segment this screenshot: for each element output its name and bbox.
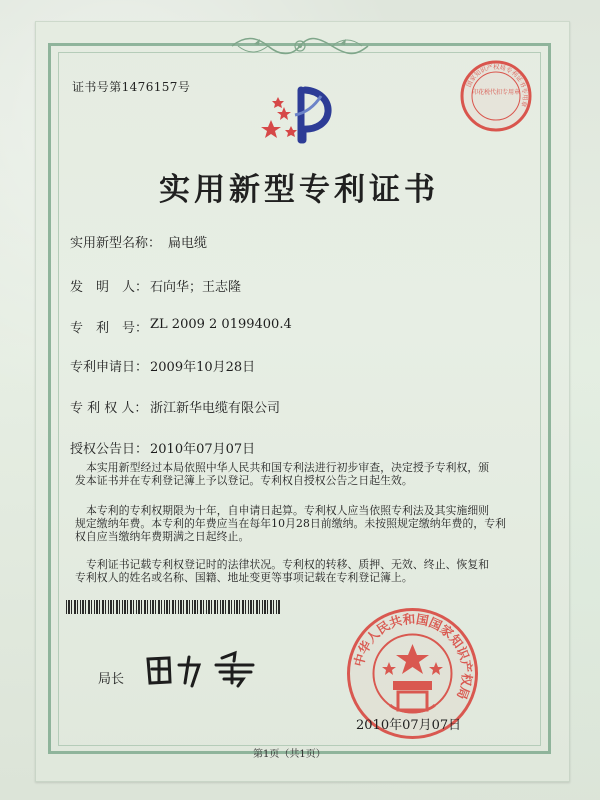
issue-date: 2010年07月07日	[356, 718, 462, 733]
small-seal-inner-text: 印花税代扣专用章	[471, 89, 521, 96]
barcode-strip	[66, 600, 281, 614]
application-date-label: 专利申请日：	[70, 360, 149, 375]
grant-date-value: 2010年07月07日	[150, 442, 256, 457]
body-text-line-6: 专利证书记载专利权登记时的法律状况。专利权的转移、质押、无效、终止、恢复和	[86, 558, 490, 571]
small-red-seal	[456, 56, 536, 136]
patentee-value: 浙江新华电缆有限公司	[150, 401, 281, 416]
inventor-value: 石向华；王志隆	[150, 280, 242, 295]
page-number: 第1页（共1页）	[253, 749, 326, 760]
patent-office-logo-icon	[258, 82, 344, 144]
large-seal-text: 中华人民共和国国家知识产权局	[350, 611, 475, 702]
grant-date-label: 授权公告日：	[70, 442, 149, 457]
application-date-value: 2009年10月28日	[150, 360, 256, 375]
top-ornament-icon	[224, 34, 376, 58]
patent-number-label: 专 利 号：	[70, 321, 149, 336]
body-text-line-2: 发本证书并在专利登记簿上予以登记。专利权自授权公告之日起生效。	[75, 474, 413, 487]
utility-model-name-label: 实用新型名称：	[70, 236, 162, 251]
small-seal-text: 国家知识产权局专利证书专用章	[465, 63, 529, 108]
certificate-title: 实用新型专利证书	[159, 172, 439, 208]
patent-number-value: ZL 2009 2 0199400.4	[150, 317, 292, 332]
body-text-line-3: 本专利的专利权期限为十年，自申请日起算。专利权人应当依照专利法及其实施细则	[86, 504, 490, 517]
director-signature-icon	[140, 645, 285, 693]
body-text-line-5: 权自应当缴纳年费期满之日起终止。	[75, 530, 250, 543]
body-text-line-1: 本实用新型经过本局依照中华人民共和国专利法进行初步审查，决定授予专利权，颁	[86, 461, 490, 474]
body-text-line-7: 专利权人的姓名或名称、国籍、地址变更等事项记载在专利登记簿上。	[75, 571, 413, 584]
director-label: 局长	[98, 672, 125, 687]
patentee-label: 专 利 权 人：	[70, 401, 148, 416]
body-text-line-4: 规定缴纳年费。本专利的年费应当在每年10月28日前缴纳。未按照规定缴纳年费的，专利	[75, 517, 507, 530]
utility-model-name-value: 扁电缆	[168, 236, 208, 251]
inventor-label: 发 明 人：	[70, 280, 149, 295]
certificate-number: 证书号第1476157号	[72, 80, 191, 94]
